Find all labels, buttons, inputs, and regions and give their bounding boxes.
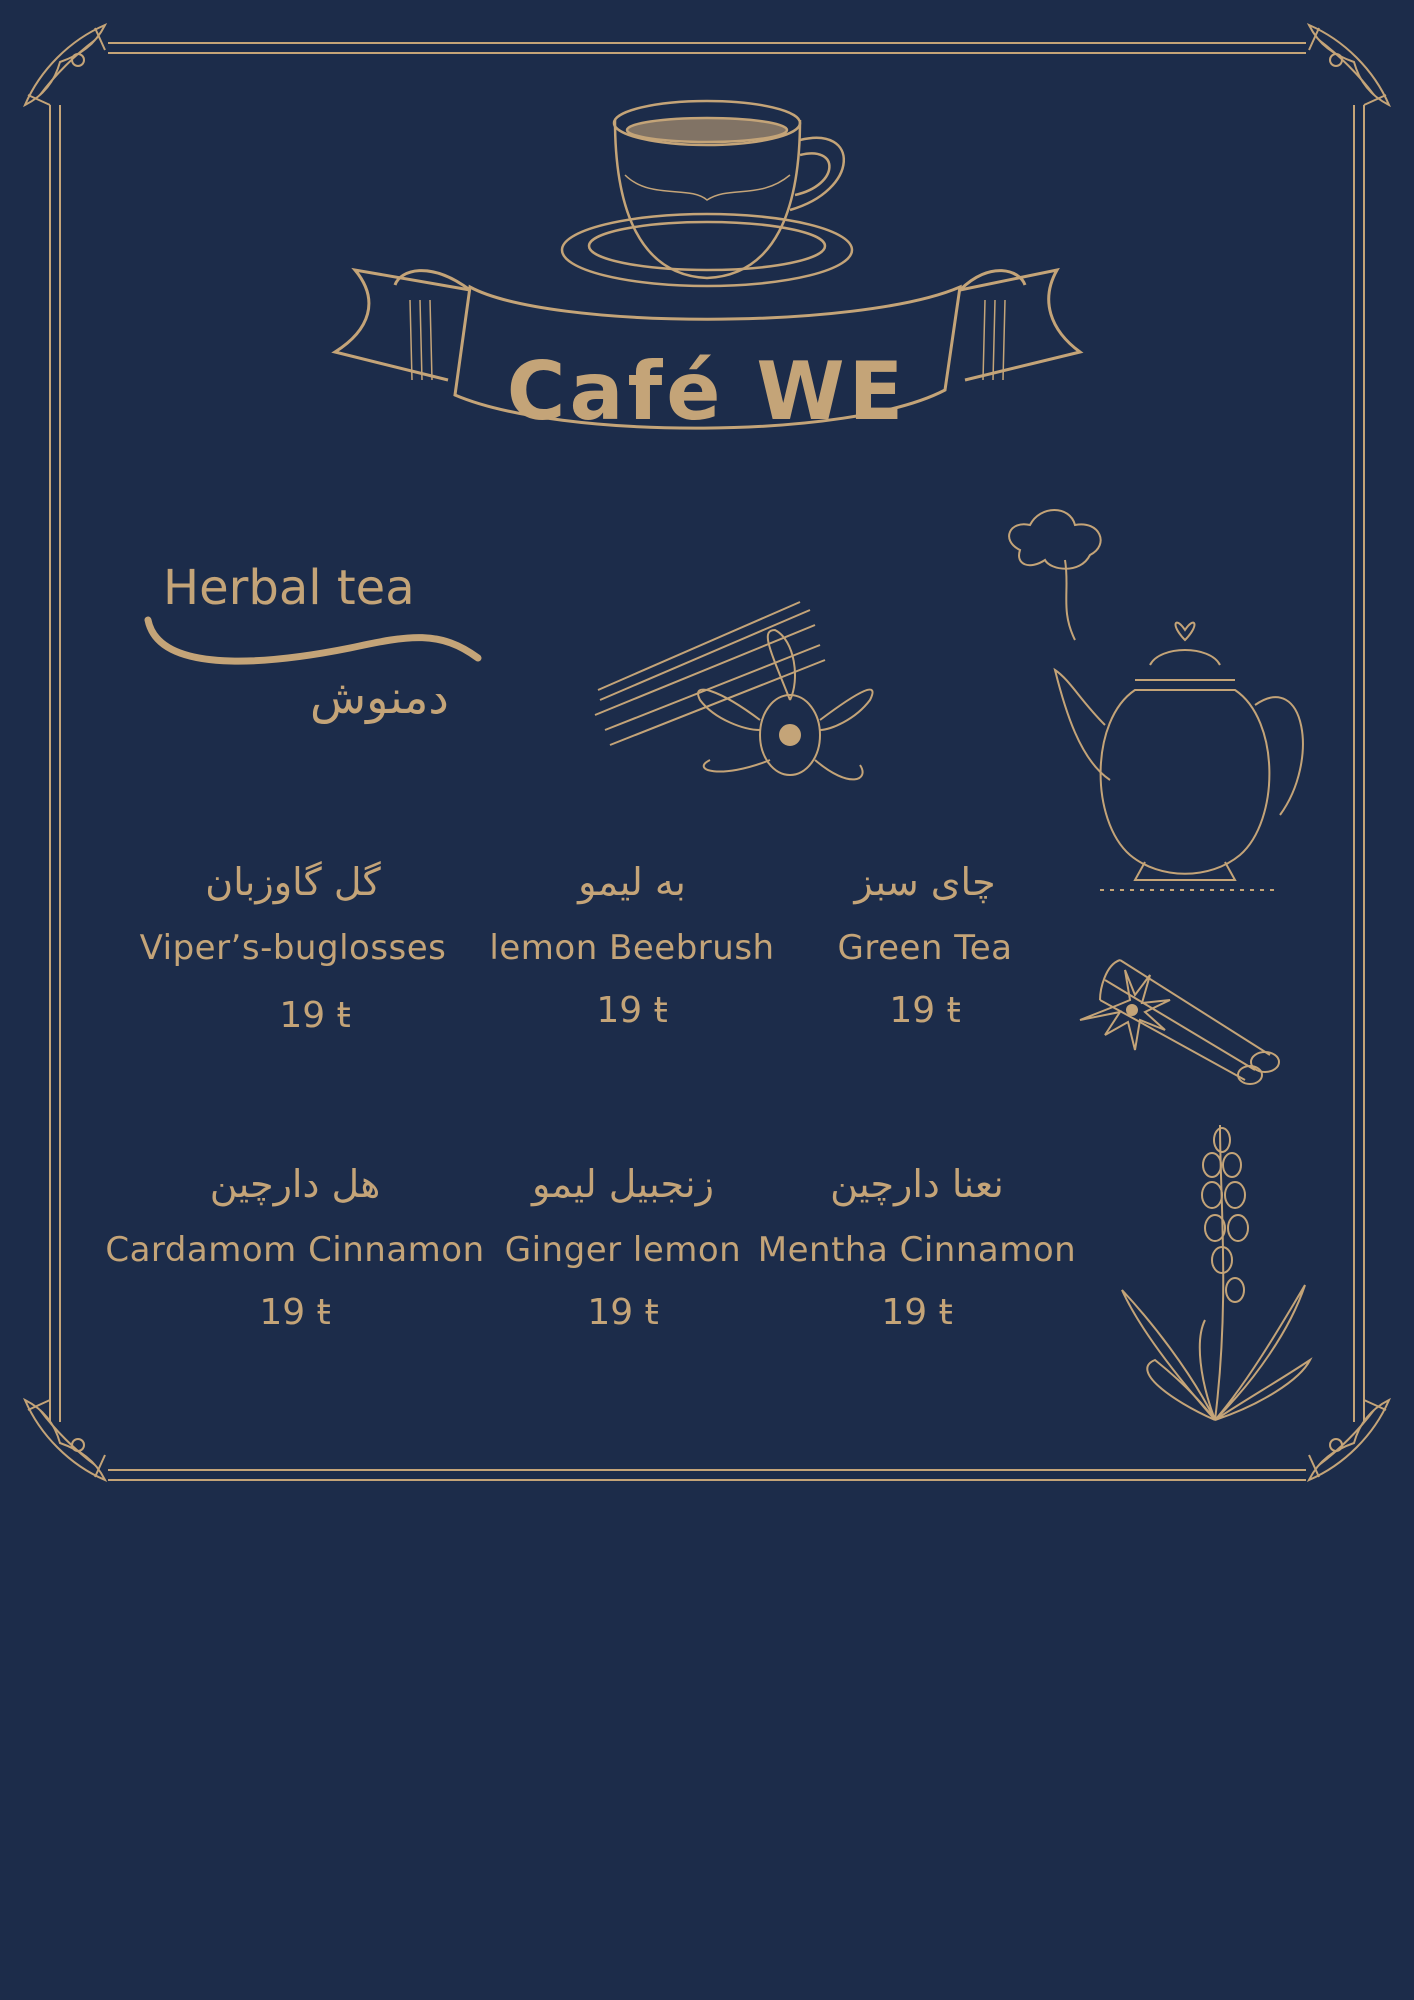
menu-item-name-en: lemon Beebrush: [489, 928, 775, 968]
menu-item-name-fa: گل گاوزبان: [205, 860, 381, 904]
cinnamon-star-anise-icon: [1080, 960, 1279, 1084]
menu-item-name-fa: زنجبیل لیمو: [532, 1162, 714, 1206]
menu-item-name-en: Cardamom Cinnamon: [105, 1230, 485, 1270]
section-title-en: Herbal tea: [163, 560, 415, 616]
menu-item-price: 19 ŧ: [889, 990, 961, 1031]
vanilla-flower-icon: [595, 602, 873, 779]
menu-item-price: 19 ŧ: [259, 1292, 331, 1333]
menu-item-price: 19 ŧ: [587, 1292, 659, 1333]
menu-item-name-en: Ginger lemon: [504, 1230, 742, 1270]
menu-item-name-fa: هل دارچین: [209, 1162, 381, 1206]
teacup-icon: [562, 101, 852, 286]
lavender-icon: [1122, 1125, 1310, 1420]
cafe-title: Café WE: [506, 345, 908, 438]
corner-ornament-icon: [25, 25, 105, 105]
menu-item-name-fa: چای سبز: [854, 860, 996, 904]
menu-item-price: 19 ŧ: [881, 1292, 953, 1333]
section-underline: [148, 620, 478, 661]
menu-item-price: 19 ŧ: [279, 995, 351, 1036]
corner-ornament-icon: [1309, 25, 1389, 105]
menu-item-name-en: Mentha Cinnamon: [757, 1230, 1077, 1270]
menu-item-name-en: Viper’s-buglosses: [139, 928, 447, 968]
menu-item-price: 19 ŧ: [596, 990, 668, 1031]
corner-ornament-icon: [1309, 1400, 1389, 1480]
menu-item-name-fa: به لیمو: [578, 860, 686, 904]
teapot-icon: [1009, 510, 1303, 890]
section-title-fa: دمنوش: [310, 670, 449, 724]
corner-ornament-icon: [25, 1400, 105, 1480]
menu-item-name-fa: نعنا دارچین: [830, 1162, 1004, 1206]
menu-item-name-en: Green Tea: [837, 928, 1013, 968]
